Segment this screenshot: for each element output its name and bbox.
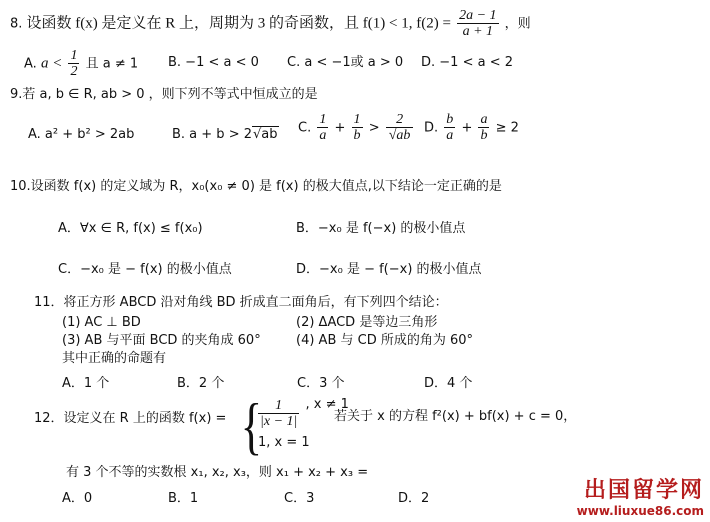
q9-opt-d-frac2-num: a <box>480 112 488 127</box>
q9-opt-c-label: C. <box>298 120 312 136</box>
q8-option-a <box>24 48 138 80</box>
q8-option-d: D. −1 < a < 2 <box>421 55 513 70</box>
q12-case1-num: 1 <box>258 398 299 414</box>
q9-opt-c-frac2-num: 1 <box>353 112 361 127</box>
q9-opt-d-frac1 <box>444 112 455 144</box>
q12-stem-post: 若关于 x 的方程 f²(x) + bf(x) + c = 0， <box>334 409 577 424</box>
q8-opt-a-fraction <box>68 48 79 80</box>
q9-option-a: A. a² + b² > 2ab <box>28 127 135 142</box>
q8-opt-a-frac-den: 2 <box>70 64 78 80</box>
q8-tail: ，则 <box>504 16 531 32</box>
q8-option-b: B. −1 < a < 0 <box>168 55 259 70</box>
q8-opt-a-label: A. <box>24 56 37 72</box>
q11-option-b: B．2 个 <box>177 376 225 391</box>
q9-option-d <box>424 112 519 144</box>
q12-option-a: A．0 <box>62 491 93 506</box>
q9-opt-d-ge: ≥ 2 <box>495 120 519 136</box>
q10-option-a: A．∀x ∈ R, f(x) ≤ f(x₀) <box>58 221 203 236</box>
q9-stem: 9.若 a, b ∈ R, ab > 0 ，则下列不等式中恒成立的是 <box>10 87 318 102</box>
watermark <box>577 473 704 518</box>
q8-opt-a-pre: a < <box>40 55 63 72</box>
q9-opt-d-frac1-num: b <box>446 112 454 127</box>
q12-piecewise-brace: { <box>240 390 263 461</box>
q12-option-b: B．1 <box>168 491 199 506</box>
q10-option-b: B．−x₀ 是 f(−x) 的极小值点 <box>296 221 466 236</box>
q12-case1-fraction <box>258 398 299 430</box>
q8-opt-a-frac-num: 1 <box>70 48 78 63</box>
q11-stem: 11．将正方形 ABCD 沿对角线 BD 折成直二面角后，有下列四个结论： <box>34 295 448 310</box>
q12-case-2: 1, x = 1 <box>258 435 310 450</box>
q11-option-d: D．4 个 <box>424 376 473 391</box>
q11-statement-3: (3) AB 与平面 BCD 的夹角成 60° <box>62 333 261 348</box>
q11-statement-2: (2) ΔACD 是等边三角形 <box>296 315 438 330</box>
q9-opt-c-gt: > <box>368 120 380 136</box>
q12-case1-den: |x − 1| <box>260 414 298 430</box>
q9-opt-c-frac3-den: √ab <box>388 128 411 144</box>
q12-option-c: C．3 <box>284 491 315 506</box>
q9-option-c <box>298 112 415 144</box>
q11-statement-1: (1) AC ⊥ BD <box>62 315 141 330</box>
q9-opt-c-frac3-num: 2 <box>386 112 414 128</box>
q8-frac-num: 2a − 1 <box>459 8 497 23</box>
q10-option-c: C．−x₀ 是 − f(x) 的极小值点 <box>58 262 232 277</box>
q9-opt-b-sqrt: √ab <box>253 127 278 142</box>
q9-opt-c-frac1 <box>317 112 328 144</box>
q8-number: 8. <box>10 16 23 32</box>
q9-opt-c-frac1-num: 1 <box>319 112 327 127</box>
q9-opt-d-frac2 <box>478 112 489 144</box>
q9-option-b <box>172 128 279 143</box>
q11-question: 其中正确的命题有 <box>62 351 167 366</box>
q9-opt-d-frac2-den: b <box>480 128 488 144</box>
q12-stem-pre: 12．设定义在 R 上的函数 f(x) = <box>34 411 227 426</box>
q8-stem-line <box>10 8 531 40</box>
q11-option-a: A．1 个 <box>62 376 110 391</box>
q9-opt-c-frac3 <box>386 112 414 144</box>
q9-opt-c-frac2 <box>352 112 363 144</box>
q8-opt-a-post: 且 a ≠ 1 <box>85 56 139 72</box>
q8-option-c: C. a < −1或 a > 0 <box>287 55 404 70</box>
q9-opt-c-frac2-den: b <box>353 128 361 144</box>
q8-frac-den: a + 1 <box>462 24 494 40</box>
q9-opt-c-frac3-den-arg: ab <box>396 128 411 144</box>
q11-statement-4: (4) AB 与 CD 所成的角为 60° <box>296 333 474 348</box>
q9-opt-c-frac1-den: a <box>319 128 327 144</box>
q9-opt-d-frac1-den: a <box>446 128 454 144</box>
q12-option-d: D．2 <box>398 491 430 506</box>
watermark-url: www.liuxue86.com <box>576 504 704 518</box>
q10-option-d: D．−x₀ 是 − f(−x) 的极小值点 <box>296 262 482 277</box>
q9-opt-b-sqrt-arg: ab <box>261 127 278 142</box>
q12-case1-cond: , x ≠ 1 <box>305 397 349 412</box>
q10-stem: 10.设函数 f(x) 的定义域为 R，x₀(x₀ ≠ 0) 是 f(x) 的极大值点,以下结论一定正确的是 <box>10 179 502 194</box>
q9-opt-c-plus: + <box>334 120 346 136</box>
q11-option-c: C．3 个 <box>297 376 345 391</box>
watermark-text: 出国留学网 <box>583 478 704 503</box>
q12-line-2: 有 3 个不等的实数根 x₁, x₂, x₃，则 x₁ + x₂ + x₃ = <box>66 465 369 480</box>
q9-opt-b-pre: B. a + b > 2 <box>172 127 252 142</box>
q8-fraction <box>457 8 498 40</box>
q9-opt-d-plus: + <box>461 120 473 136</box>
q9-opt-d-label: D. <box>424 120 439 136</box>
q8-stem: 设函数 f(x) 是定义在 R 上，周期为 3 的奇函数，且 f(1) < 1, f(2) = <box>26 15 451 32</box>
